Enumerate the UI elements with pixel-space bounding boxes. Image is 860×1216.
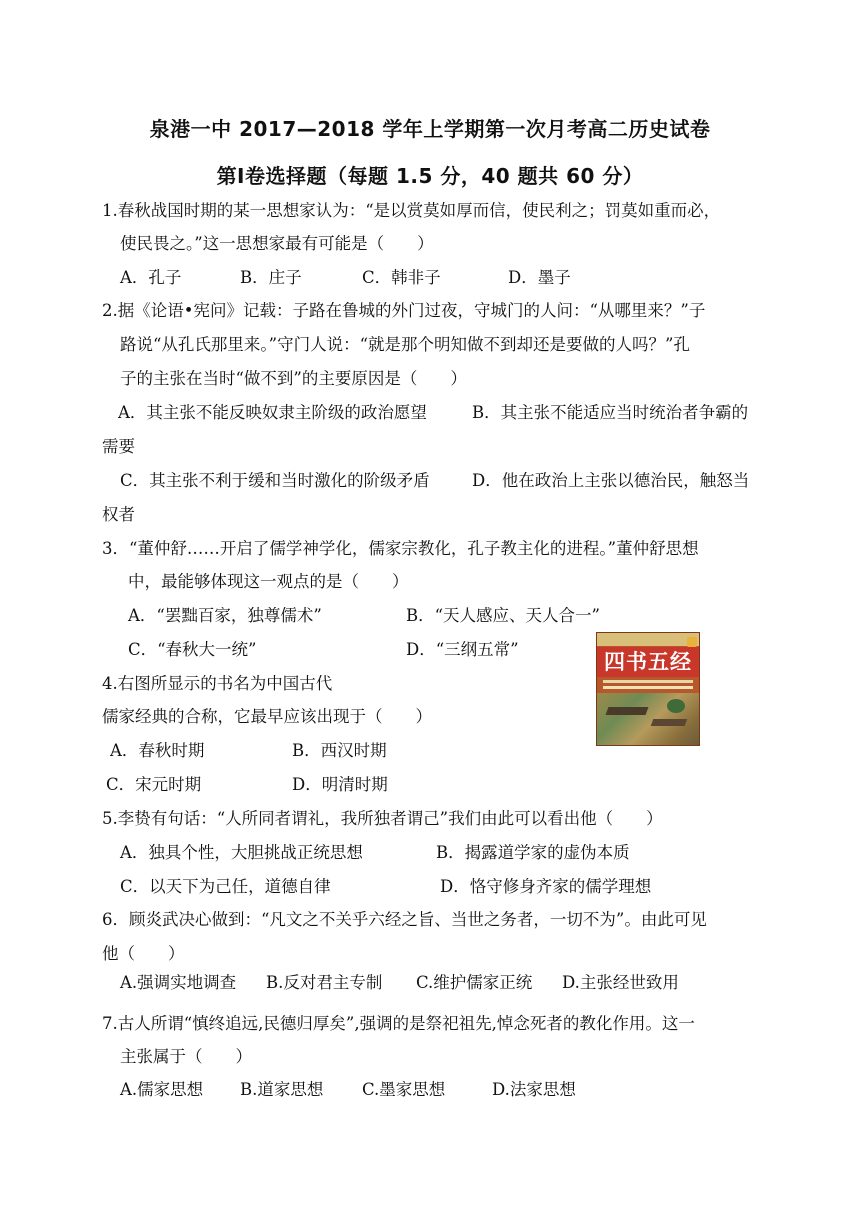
q4-option-d: D．明清时期 — [292, 775, 388, 794]
q6-stem-line1: 6．顾炎武决心做到：“凡文之不关乎六经之旨、当世之务者，一切不为”。由此可见 — [102, 910, 707, 929]
q2-stem-line1: 2.据《论语•宪问》记载：子路在鲁城的外门过夜，守城门的人问：“从哪里来？”子 — [102, 301, 706, 320]
q6-option-b: B.反对君主专制 — [266, 973, 383, 992]
section-heading: 第Ⅰ卷选择题（每题 1.5 分，40 题共 60 分） — [216, 164, 644, 188]
book-subtitle-line — [603, 686, 693, 689]
q6-stem-line2: 他（ ） — [102, 944, 185, 963]
q1-option-b: B．庄子 — [240, 268, 302, 287]
painting-tree — [667, 699, 685, 713]
q2-option-b: B．其主张不能适应当时统治者争霸的 — [472, 403, 749, 422]
q6-option-d: D.主张经世致用 — [562, 973, 679, 992]
q4-stem-line1: 4.右图所显示的书名为中国古代 — [102, 674, 333, 693]
book-top-band — [597, 633, 699, 646]
q3-stem-line2: 中，最能够体现这一观点的是（ ） — [128, 572, 409, 591]
q7-option-b: B.道家思想 — [240, 1080, 324, 1099]
q2-option-d-cont: 权者 — [102, 505, 135, 524]
q5-option-d: D．恪守修身齐家的儒学理想 — [440, 877, 652, 896]
q4-option-a: A．春秋时期 — [110, 741, 205, 760]
book-subtitle-line — [603, 680, 693, 683]
q4-option-c: C．宋元时期 — [106, 775, 202, 794]
q7-stem-line1: 7.古人所谓“慎终追远,民德归厚矣”,强调的是祭祀祖先,悼念死者的教化作用。这一 — [102, 1014, 695, 1033]
q7-option-d: D.法家思想 — [492, 1080, 576, 1099]
q3-stem-line1: 3．“董仲舒……开启了儒学神学化，儒家宗教化，孔子教主化的进程。”董仲舒思想 — [102, 539, 699, 558]
q5-stem-line1: 5.李贽有句话：“人所同者谓礼，我所独者谓己”我们由此可以看出他（ ） — [102, 809, 663, 828]
q1-option-c: C．韩非子 — [362, 268, 441, 287]
q5-option-c: C．以天下为己任，道德自律 — [120, 877, 331, 896]
q6-option-c: C.维护儒家正统 — [416, 973, 533, 992]
q2-option-c: C．其主张不利于缓和当时激化的阶级矛盾 — [120, 471, 430, 490]
q7-option-c: C.墨家思想 — [362, 1080, 446, 1099]
q1-stem-line2: 使民畏之。”这一思想家最有可能是（ ） — [120, 234, 434, 253]
q5-option-b: B．揭露道学家的虚伪本质 — [436, 843, 630, 862]
q7-stem-line2: 主张属于（ ） — [120, 1047, 252, 1066]
q1-option-d: D．墨子 — [508, 268, 571, 287]
q2-option-b-cont: 需要 — [102, 437, 135, 456]
exam-title: 泉港一中 2017—2018 学年上学期第一次月考高二历史试卷 — [149, 117, 711, 141]
q7-option-a: A.儒家思想 — [120, 1080, 204, 1099]
book-cover-image — [596, 632, 700, 746]
q5-option-a: A．独具个性，大胆挑战正统思想 — [120, 843, 363, 862]
q4-stem-line2: 儒家经典的合称，它最早应该出现于（ ） — [102, 707, 432, 726]
q1-stem-line1: 1.春秋战国时期的某一思想家认为：“是以赏莫如厚而信，使民利之；罚莫如重而必， — [102, 201, 721, 220]
book-tag — [687, 637, 697, 647]
q3-option-c: C．“春秋大一统” — [128, 640, 257, 659]
book-painting — [597, 693, 699, 745]
q3-option-b: B．“天人感应、天人合一” — [406, 606, 600, 625]
q6-option-a: A.强调实地调查 — [120, 973, 237, 992]
q1-option-a: A．孔子 — [120, 268, 182, 287]
q2-stem-line3: 子的主张在当时“做不到”的主要原因是（ ） — [120, 369, 467, 388]
q4-option-b: B．西汉时期 — [292, 741, 387, 760]
q2-stem-line2: 路说“从孔氏那里来。”守门人说：“就是那个明知做不到却还是要做的人吗？”孔 — [120, 335, 690, 354]
painting-roof — [651, 719, 688, 726]
q3-option-d: D．“三纲五常” — [406, 640, 519, 659]
q2-option-d: D．他在政治上主张以德治民，触怒当 — [472, 471, 750, 490]
book-title: 四书五经 — [597, 647, 699, 677]
q3-option-a: A．“罢黜百家，独尊儒术” — [128, 606, 322, 625]
painting-roof — [606, 707, 649, 715]
q2-option-a: A．其主张不能反映奴隶主阶级的政治愿望 — [118, 403, 427, 422]
